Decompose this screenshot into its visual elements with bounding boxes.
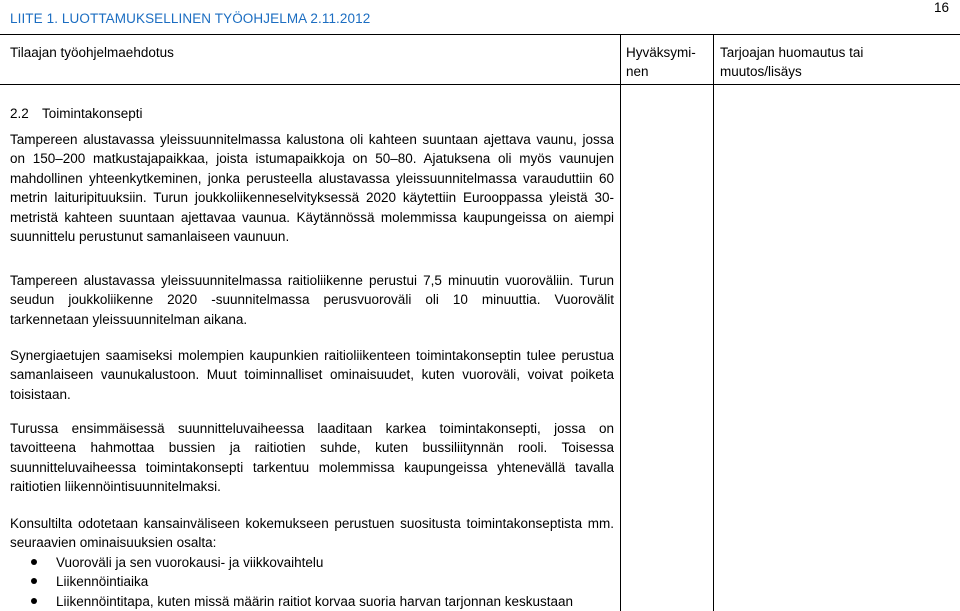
column-header-proposal: Tilaajan työohjelmaehdotus xyxy=(10,45,174,60)
column-divider-2 xyxy=(713,34,714,611)
paragraph-planning-phases: Turussa ensimmäisessä suunnitteluvaiheessa laaditaan karkea toimintakonsepti, jossa on tavoitteena hahmottaa bussien ja raitiotien suhde, kuten bussiliitynnän rooli. Toisessa suunnitteluvaiheessa toimintakonsepti tarkentuu molemmissa kaupungeissa yhtenevällä tavalla raitiotien liikennöintisuunnitelmaksi. xyxy=(10,421,614,495)
paragraph-consultant-expectations: Konsultilta odotetaan kansainväliseen kokemukseen perustuen suositusta toimintakonseptista mm. seuraavien ominaisuuksien osalta: xyxy=(10,516,614,551)
bullet-dot-icon xyxy=(31,578,37,584)
paragraph-headway: Tampereen alustavassa yleissuunnitelmassa raitioliikenne perustui 7,5 minuutin vuoroväliin. Turun seudun joukkoliikenne 2020 -suunnitelmassa perusvuoroväli oli 10 minuuttia. Vuorovälit tarkennetaan yleissuunnitelman aikana. xyxy=(10,273,614,327)
list-item xyxy=(10,553,620,572)
table-top-border xyxy=(0,34,960,35)
list-item xyxy=(10,592,620,611)
column-header-approval xyxy=(626,43,716,81)
section-title: Toimintakonsepti xyxy=(42,106,143,121)
list-item-text: Liikennöintitapa, kuten missä määrin raitiot korvaa suoria harvan tarjonnan keskustaan xyxy=(56,593,574,609)
column-divider-1 xyxy=(620,34,621,611)
section-number: 2.2 xyxy=(10,106,29,121)
list-item-text: Liikennöintiaika xyxy=(56,574,149,590)
bullet-dot-icon xyxy=(31,598,37,604)
bullet-dot-icon xyxy=(31,559,37,565)
table-header-bottom-border xyxy=(0,84,960,85)
list-item xyxy=(10,572,620,591)
page-number: 16 xyxy=(934,0,950,15)
paragraph-vehicle-fleet: Tampereen alustavassa yleissuunnitelmassa kalustona oli kahteen suuntaan ajettava vaunu, jossa on 150–200 matkustajapaikkaa, joista istumapaikkoja on 50–80. Ajatuksena oli myös vaunujen mahdollinen yhteenkytkeminen, jonka perusteella alustavassa yleissuunnitelmassa varauduttiin 60 metrin laituripituuksiin. Turun joukkoliikenneselvityksessä 2020 käytettiin Eurooppassa yleistä 30-metristä kahteen suuntaan ajettavaa vaunua. Käytännössä molemmissa kaupungeissa on aiempi suunnittelu perustunut samanlaiseen vaunuun. xyxy=(10,132,614,245)
column-header-bidder-note xyxy=(720,43,960,81)
column-header-bidder-note-text: Tarjoajan huomautus tai muutos/lisäys xyxy=(720,45,864,79)
bullet-list xyxy=(10,553,620,611)
paragraph-synergy: Synergiaetujen saamiseksi molempien kaupunkien raitioliikenteen toimintakonseptin tulee perustua samanlaiseen vaunukalustoon. Muut toiminnalliset ominaisuudet, kuten vuoroväli, voivat poiketa toisistaan. xyxy=(10,348,614,402)
list-item-text: Vuoroväli ja sen vuorokausi- ja viikkovaihtelu xyxy=(56,555,324,570)
section-heading xyxy=(10,106,143,121)
column-header-approval-text: Hyväksymi- nen xyxy=(626,45,696,79)
document-header-title: LIITE 1. LUOTTAMUKSELLINEN TYÖOHJELMA 2.11.2012 xyxy=(10,11,371,26)
